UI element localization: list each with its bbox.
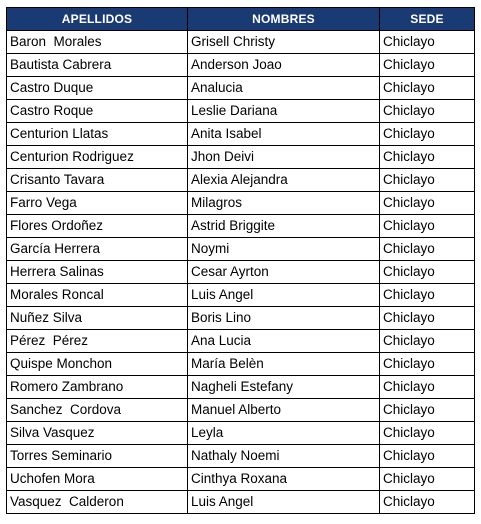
- cell-nombres: Nagheli Estefany: [188, 376, 380, 399]
- cell-nombres: Manuel Alberto: [188, 399, 380, 422]
- cell-nombres: Luis Angel: [188, 491, 380, 514]
- cell-sede: Chiclayo: [380, 31, 475, 54]
- cell-apellidos: Bautista Cabrera: [7, 54, 188, 77]
- cell-apellidos: Morales Roncal: [7, 284, 188, 307]
- cell-nombres: Noymi: [188, 238, 380, 261]
- table-row: [7, 353, 475, 376]
- cell-apellidos: Centurion Rodriguez: [7, 146, 188, 169]
- cell-sede: Chiclayo: [380, 77, 475, 100]
- cell-sede: Chiclayo: [380, 399, 475, 422]
- cell-sede: Chiclayo: [380, 238, 475, 261]
- cell-apellidos: García Herrera: [7, 238, 188, 261]
- cell-apellidos: Herrera Salinas: [7, 261, 188, 284]
- cell-sede: Chiclayo: [380, 376, 475, 399]
- table-row: [7, 169, 475, 192]
- cell-nombres: Boris Lino: [188, 307, 380, 330]
- table-row: [7, 468, 475, 491]
- table-row: [7, 192, 475, 215]
- cell-nombres: Anderson Joao: [188, 54, 380, 77]
- cell-nombres: Astrid Briggite: [188, 215, 380, 238]
- cell-nombres: Analucia: [188, 77, 380, 100]
- cell-sede: Chiclayo: [380, 261, 475, 284]
- cell-apellidos: Vasquez Calderon: [7, 491, 188, 514]
- table-row: [7, 100, 475, 123]
- cell-nombres: María Belèn: [188, 353, 380, 376]
- header-sede: SEDE: [380, 8, 475, 31]
- cell-nombres: Milagros: [188, 192, 380, 215]
- student-list-sheet: [6, 7, 475, 514]
- cell-apellidos: Castro Roque: [7, 100, 188, 123]
- header-nombres: NOMBRES: [188, 8, 380, 31]
- cell-sede: Chiclayo: [380, 284, 475, 307]
- cell-apellidos: Castro Duque: [7, 77, 188, 100]
- table-row: [7, 399, 475, 422]
- cell-nombres: Anita Isabel: [188, 123, 380, 146]
- cell-apellidos: Nuñez Silva: [7, 307, 188, 330]
- table-row: [7, 215, 475, 238]
- table-row: [7, 77, 475, 100]
- table-row: [7, 284, 475, 307]
- cell-apellidos: Baron Morales: [7, 31, 188, 54]
- table-body: [7, 31, 475, 514]
- cell-sede: Chiclayo: [380, 123, 475, 146]
- cell-nombres: Ana Lucia: [188, 330, 380, 353]
- cell-sede: Chiclayo: [380, 192, 475, 215]
- table-row: [7, 31, 475, 54]
- cell-apellidos: Crisanto Tavara: [7, 169, 188, 192]
- table-row: [7, 123, 475, 146]
- table-row: [7, 54, 475, 77]
- cell-apellidos: Silva Vasquez: [7, 422, 188, 445]
- table-row: [7, 238, 475, 261]
- cell-nombres: Cinthya Roxana: [188, 468, 380, 491]
- cell-sede: Chiclayo: [380, 54, 475, 77]
- cell-sede: Chiclayo: [380, 353, 475, 376]
- student-table: [6, 7, 475, 514]
- cell-sede: Chiclayo: [380, 215, 475, 238]
- cell-sede: Chiclayo: [380, 445, 475, 468]
- cell-nombres: Cesar Ayrton: [188, 261, 380, 284]
- cell-sede: Chiclayo: [380, 100, 475, 123]
- cell-apellidos: Pérez Pérez: [7, 330, 188, 353]
- cell-sede: Chiclayo: [380, 468, 475, 491]
- cell-sede: Chiclayo: [380, 491, 475, 514]
- table-row: [7, 261, 475, 284]
- header-row: [7, 8, 475, 31]
- cell-apellidos: Torres Seminario: [7, 445, 188, 468]
- table-row: [7, 330, 475, 353]
- cell-sede: Chiclayo: [380, 307, 475, 330]
- cell-nombres: Luis Angel: [188, 284, 380, 307]
- cell-nombres: Jhon Deivi: [188, 146, 380, 169]
- cell-sede: Chiclayo: [380, 169, 475, 192]
- cell-apellidos: Sanchez Cordova: [7, 399, 188, 422]
- cell-sede: Chiclayo: [380, 422, 475, 445]
- table-row: [7, 376, 475, 399]
- cell-nombres: Leslie Dariana: [188, 100, 380, 123]
- cell-nombres: Alexia Alejandra: [188, 169, 380, 192]
- cell-nombres: Grisell Christy: [188, 31, 380, 54]
- table-row: [7, 146, 475, 169]
- cell-apellidos: Farro Vega: [7, 192, 188, 215]
- cell-sede: Chiclayo: [380, 330, 475, 353]
- table-row: [7, 422, 475, 445]
- table-row: [7, 491, 475, 514]
- cell-apellidos: Quispe Monchon: [7, 353, 188, 376]
- header-apellidos: APELLIDOS: [7, 8, 188, 31]
- table-row: [7, 445, 475, 468]
- cell-apellidos: Romero Zambrano: [7, 376, 188, 399]
- table-row: [7, 307, 475, 330]
- table-header: [7, 8, 475, 31]
- cell-apellidos: Flores Ordoñez: [7, 215, 188, 238]
- cell-nombres: Nathaly Noemi: [188, 445, 380, 468]
- cell-sede: Chiclayo: [380, 146, 475, 169]
- cell-apellidos: Centurion Llatas: [7, 123, 188, 146]
- cell-apellidos: Uchofen Mora: [7, 468, 188, 491]
- cell-nombres: Leyla: [188, 422, 380, 445]
